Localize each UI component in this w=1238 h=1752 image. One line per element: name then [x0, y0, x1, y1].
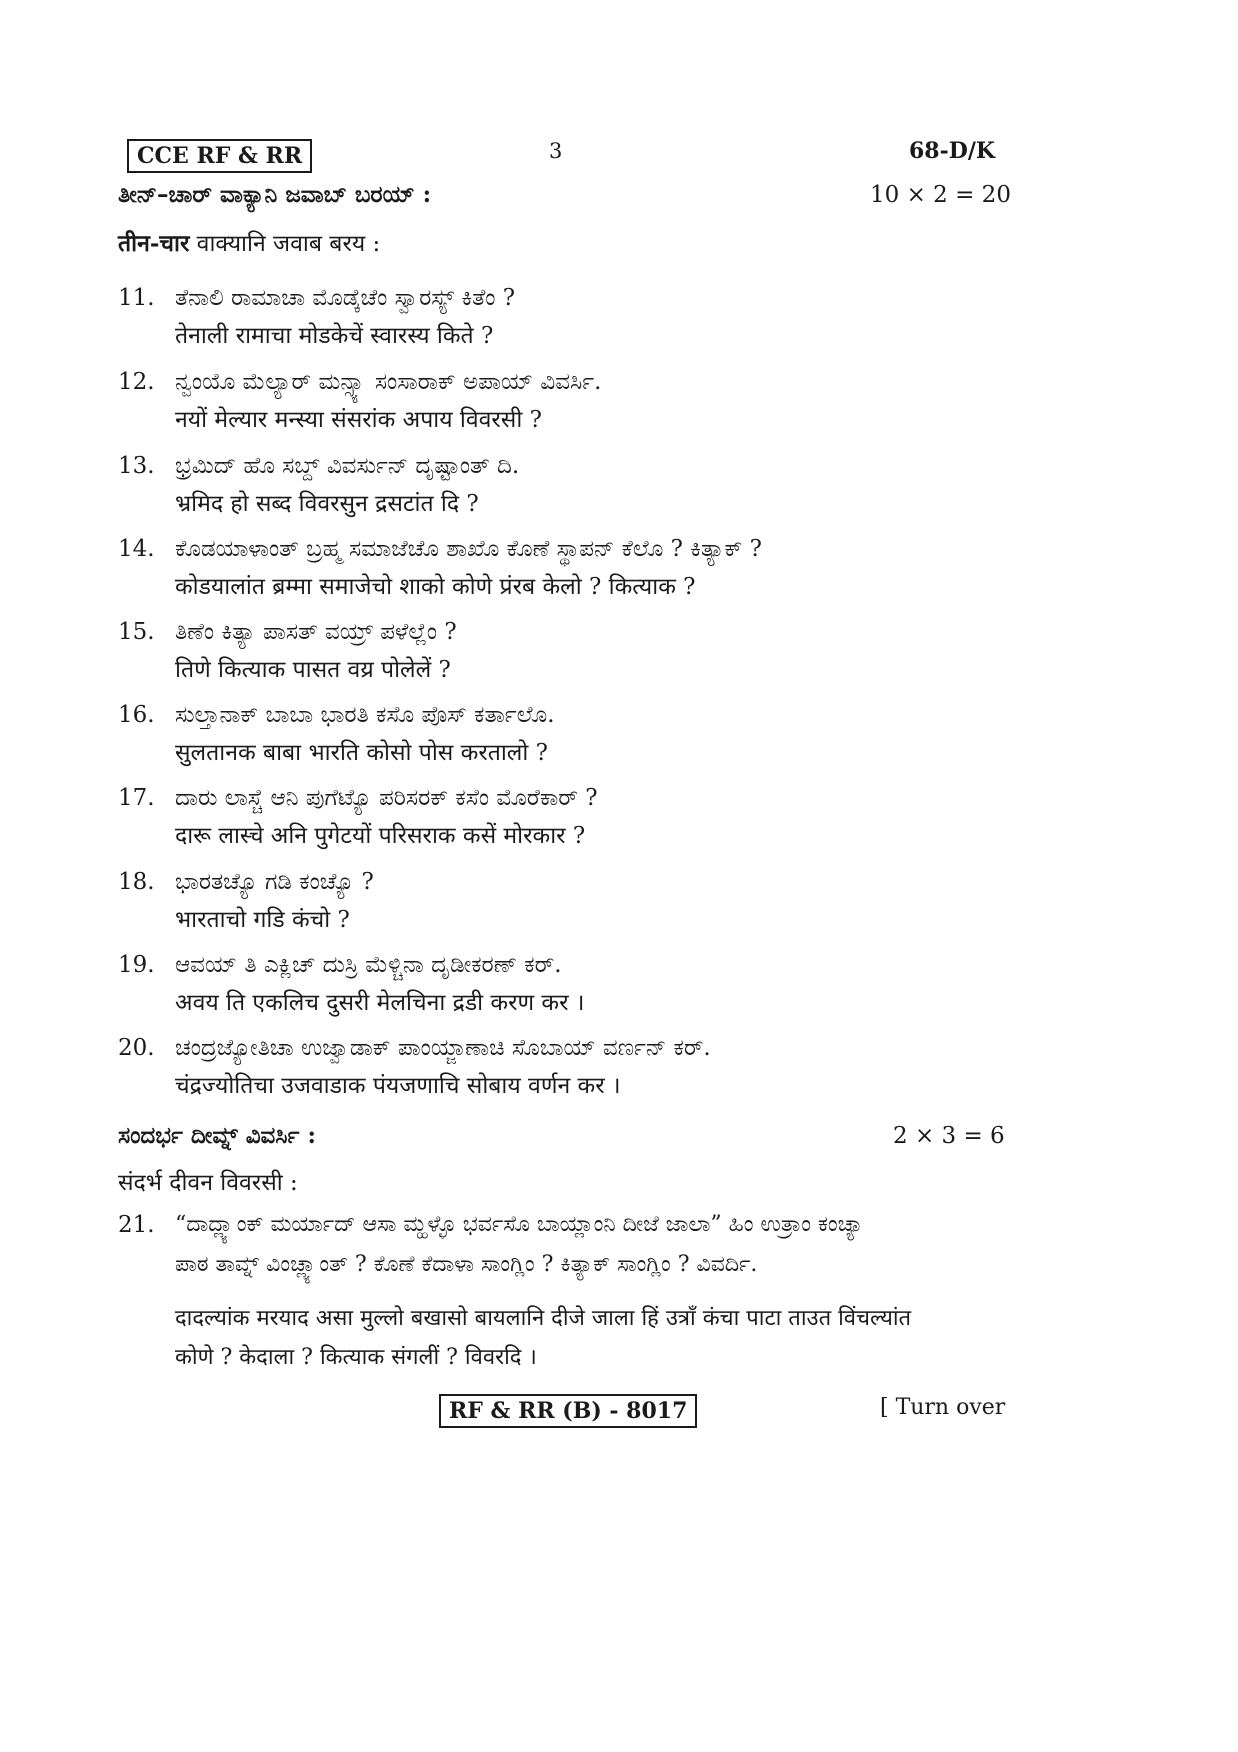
section-a-instruction-hi [118, 229, 380, 259]
question-text-kn-line1: “ದಾದ್ಲ್ಯಾಂಕ್ ಮರ್ಯಾದ್ ಆಸಾ ಮ್ಹಳ್ಳೊ ಭರ್ವಸೊ ಬಾಯ್ಲಾಂನಿ ದೀಜೆ ಜಾಲಾ” ಹಿಂ ಉತ್ರಾಂ ಕಂಚ್ಯಾ [175, 1212, 864, 1237]
paper-code: 68-D/K [909, 138, 995, 164]
question-number: 11. [118, 285, 155, 311]
question-text-kn: ದಾರು ಲಾಸ್ಚೆ ಆನಿ ಪುಗೆಟ್ಯೊ ಪರಿಸರಕ್ ಕಸೆಂ ಮೊರೆಕಾರ್ ? [175, 785, 598, 811]
question-text-hi: चंद्रज्योतिचा उजवाडाक पंयजणाचि सोबाय वर्णन कर । [175, 1073, 621, 1099]
instruction-hi-rest: वाक्यानि जवाब बरय : [189, 231, 381, 257]
question-text-kn: ನ್ವಂಯೊ ಮೆಲ್ಯಾರ್ ಮನ್ಸ್ಯಾ ಸಂಸಾರಾಕ್ ಅಪಾಯ್ ವಿವರ್ಸಿ. [175, 369, 602, 395]
section-b-instruction-hi: संदर्भ दीवन विवरसी : [118, 1170, 298, 1196]
question-number: 15. [118, 619, 155, 645]
question-text-kn: ತೆನಾಲಿ ರಾಮಾಚಾ ಮೊಡ್ಕೆಚೆಂ ಸ್ವಾರಸ್ಯ್ ಕಿತೆಂ ? [175, 285, 516, 311]
question-number: 18. [118, 869, 155, 895]
instruction-hi-bold: तीन-चार [118, 230, 190, 257]
question-text-kn: ಭಾರತಚ್ಯೊ ಗಡಿ ಕಂಚ್ಯೊ ? [175, 869, 374, 895]
question-number: 17. [118, 785, 155, 811]
page-number: 3 [549, 139, 563, 163]
question-text-hi-line1: दादल्यांक मरयाद असा मुल्लो बखासो बायलानि दीजे जाला हिं उत्राँ कंचा पाटा ताउत विंचल्यांत [175, 1306, 912, 1331]
question-number: 19. [118, 952, 155, 978]
section-b-marks: 2 × 3 = 6 [893, 1123, 1005, 1149]
question-number: 16. [118, 702, 155, 728]
header-code-box: CCE RF & RR [127, 139, 312, 173]
question-text-kn-line2: ಪಾಠ ತಾವ್ನ್ ವಿಂಚ್ಲ್ಯಾಂತ್ ? ಕೊಣೆ ಕೆದಾಳಾ ಸಾಂಗ್ಲಿಂ ? ಕಿತ್ಯಾಕ್ ಸಾಂಗ್ಲಿಂ ? ವಿವರ್ದಿ. [175, 1252, 758, 1277]
question-text-hi: कोडयालांत ब्रम्मा समाजेचो शाको कोणे प्रंरब केलो ? कित्याक ? [175, 574, 696, 600]
question-text-hi: दारू लास्चे अनि पुगेटयों परिसराक कसें मोरकार ? [175, 823, 586, 849]
question-text-kn: ಕೊಡಯಾಳಾಂತ್ ಬ್ರಹ್ಮ ಸಮಾಜೆಚೊ ಶಾಖೊ ಕೊಣೆ ಸ್ಥಾಪನ್ ಕೆಲೊ ? ಕಿತ್ಯಾಕ್ ? [175, 536, 762, 562]
question-text-kn: ಆವಯ್ ತಿ ಎಕ್ಲಿಚ್ ದುಸ್ರಿ ಮೆಳ್ಚಿನಾ ದೃಡೀಕರಣ್ ಕರ್. [175, 952, 562, 978]
question-text-hi-line2: कोणे ? केदाला ? कित्याक संगलीं ? विवरदि । [175, 1345, 537, 1370]
question-text-hi: तेनाली रामाचा मोडकेचें स्वारस्य किते ? [175, 323, 494, 349]
section-a-marks: 10 × 2 = 20 [870, 182, 1011, 208]
question-text-kn: ಭ್ರಮಿದ್ ಹೊ ಸಬ್ದ್ ವಿವರ್ಸುನ್ ದೃಷ್ಟಾಂತ್ ದಿ. [175, 453, 520, 479]
question-text-hi: नयों मेल्यार मन्स्या संसरांक अपाय विवरसी ? [175, 407, 542, 433]
turn-over: [ Turn over [880, 1395, 1006, 1420]
question-number: 13. [118, 453, 155, 479]
question-text-kn: ತಿಣೆಂ ಕಿತ್ಯಾ ಪಾಸತ್ ವಯ್ರ್ ಪಳೆಲ್ಲೆಂ ? [175, 619, 457, 645]
question-number: 21. [118, 1212, 155, 1238]
question-number: 12. [118, 369, 155, 395]
question-text-hi: सुलतानक बाबा भारति कोसो पोस करतालो ? [175, 740, 548, 766]
section-a-instruction-kn: ತೀನ್–ಚಾರ್ ವಾಕ್ಯಾನಿ ಜವಾಬ್ ಬರಯ್ : [118, 181, 432, 208]
question-text-hi: भ्रमिद हो सब्द विवरसुन द्रसटांत दि ? [175, 491, 479, 517]
footer-code-box: RF & RR (B) - 8017 [439, 1394, 697, 1428]
question-text-kn: ಸುಲ್ತಾನಾಕ್ ಬಾಬಾ ಭಾರತಿ ಕಸೊ ಪೊಸ್ ಕರ್ತಾಲೊ. [175, 702, 555, 728]
question-text-hi: भारताचो गडि कंचो ? [175, 907, 350, 933]
question-text-hi: अवय ति एकलिच दुसरी मेलचिना द्रडी करण कर । [175, 990, 585, 1016]
question-text-kn: ಚಂದ್ರಜ್ಯೋತಿಚಾ ಉಜ್ವಾಡಾಕ್ ಪಾಂಯ್ಜಾಣಾಚಿ ಸೊಬಾಯ್ ವರ್ಣನ್ ಕರ್. [175, 1035, 711, 1061]
section-b-instruction-kn: ಸಂದರ್ಭ ದೀವ್ನ್ ವಿವರ್ಸಿ : [118, 1122, 316, 1149]
question-number: 20. [118, 1035, 155, 1061]
question-text-hi: तिणे कित्याक पासत वय्र पोलेलें ? [175, 657, 451, 683]
question-number: 14. [118, 536, 155, 562]
